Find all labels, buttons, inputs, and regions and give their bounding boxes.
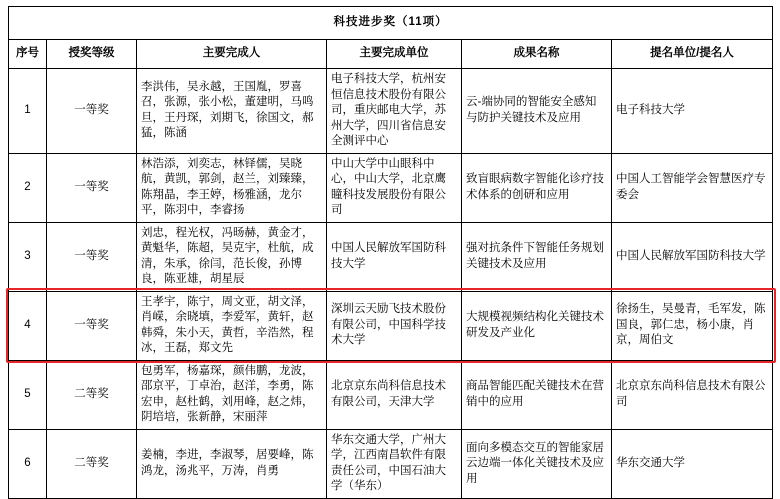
award-table bbox=[8, 6, 773, 499]
column-header-people: 主要完成人 bbox=[137, 40, 327, 69]
table-header-row bbox=[9, 40, 773, 69]
cell-result: 强对抗条件下智能任务规划关键技术及应用 bbox=[462, 222, 612, 291]
cell-people: 包勇军，杨嘉琛，颜伟鹏，龙波，邵京平，丁卓治，赵洋，李勇，陈宏申，赵杜鹤，刘用峰，赵之炜，阴培培，张新静，宋丽萍 bbox=[137, 360, 327, 429]
table-row bbox=[9, 222, 773, 291]
column-header-org: 主要完成单位 bbox=[327, 40, 462, 69]
cell-grade: 一等奖 bbox=[47, 69, 137, 154]
cell-nominator: 华东交通大学 bbox=[612, 429, 773, 498]
cell-grade: 二等奖 bbox=[47, 360, 137, 429]
table-head bbox=[9, 7, 773, 69]
cell-result: 云-端协同的智能安全感知与防护关键技术及应用 bbox=[462, 69, 612, 154]
cell-people: 王孝宇，陈宁，周文亚，胡文泽，肖嵘，余晓填，李爱军，黄轩，赵韩舜，朱小天，黄哲，辛浩然，程冰，王磊，郑文先 bbox=[137, 291, 327, 360]
column-header-result: 成果名称 bbox=[462, 40, 612, 69]
cell-nominator: 中国人民解放军国防科技大学 bbox=[612, 222, 773, 291]
cell-grade: 一等奖 bbox=[47, 153, 137, 222]
table-row-highlighted bbox=[9, 291, 773, 360]
cell-people: 刘忠，程光权，冯旸赫，黄金才，黄魁华，陈超，吴克宇，杜航，成清，朱承，徐闫，范长俊，孙博良，陈亚雄，胡星辰 bbox=[137, 222, 327, 291]
cell-nominator: 北京京东尚科信息技术有限公司 bbox=[612, 360, 773, 429]
cell-org: 华东交通大学，广州大学，江西南昌软件有限责任公司，中国石油大学（华东） bbox=[327, 429, 462, 498]
column-header-grade: 授奖等级 bbox=[47, 40, 137, 69]
cell-grade: 一等奖 bbox=[47, 222, 137, 291]
cell-index: 4 bbox=[9, 291, 47, 360]
table-row bbox=[9, 429, 773, 498]
cell-result: 致盲眼病数字智能化诊疗技术体系的创研和应用 bbox=[462, 153, 612, 222]
table-row bbox=[9, 69, 773, 154]
cell-result: 商品智能匹配关键技术在营销中的应用 bbox=[462, 360, 612, 429]
cell-result: 大规模视频结构化关键技术研发及产业化 bbox=[462, 291, 612, 360]
cell-nominator: 徐扬生，吴曼青，毛军发，陈国良，郭仁忠，杨小康，肖京，周伯文 bbox=[612, 291, 773, 360]
cell-people: 林浩添，刘奕志，林铎儒，吴晓航，黄凯，郭剑，赵兰，刘臻臻，陈翔晶，李王婷，杨雅涵，龙尔平，陈羽中，李睿扬 bbox=[137, 153, 327, 222]
cell-people: 姜楠，李进，李淑琴，居要峰，陈鸿龙，汤兆平，万涛，肖勇 bbox=[137, 429, 327, 498]
cell-nominator: 电子科技大学 bbox=[612, 69, 773, 154]
cell-org: 深圳云天励飞技术股份有限公司，中国科学技术大学 bbox=[327, 291, 462, 360]
cell-index: 5 bbox=[9, 360, 47, 429]
cell-grade: 二等奖 bbox=[47, 429, 137, 498]
cell-org: 北京京东尚科信息技术有限公司，天津大学 bbox=[327, 360, 462, 429]
cell-index: 6 bbox=[9, 429, 47, 498]
cell-org: 中山大学中山眼科中心，中山大学，北京鹰瞳科技发展股份有限公司 bbox=[327, 153, 462, 222]
cell-index: 3 bbox=[9, 222, 47, 291]
cell-org: 中国人民解放军国防科技大学 bbox=[327, 222, 462, 291]
column-header-nominator: 提名单位/提名人 bbox=[612, 40, 773, 69]
cell-result: 面向多模态交互的智能家居云边端一体化关键技术及应用 bbox=[462, 429, 612, 498]
cell-index: 1 bbox=[9, 69, 47, 154]
cell-grade: 一等奖 bbox=[47, 291, 137, 360]
table-row bbox=[9, 360, 773, 429]
table-row bbox=[9, 153, 773, 222]
table-title-row bbox=[9, 7, 773, 40]
cell-people: 李洪伟，吴永越，王国胤，罗喜召，张源，张小松，董建明，马鸣旦，王丹琛，刘期飞，徐国文，郝猛，陈涵 bbox=[137, 69, 327, 154]
cell-org: 电子科技大学，杭州安恒信息技术股份有限公司，重庆邮电大学，苏州大学，四川省信息安全测评中心 bbox=[327, 69, 462, 154]
column-header-index: 序号 bbox=[9, 40, 47, 69]
page-title: 科技进步奖（11项） bbox=[9, 7, 773, 40]
cell-index: 2 bbox=[9, 153, 47, 222]
cell-nominator: 中国人工智能学会智慧医疗专委会 bbox=[612, 153, 773, 222]
table-body bbox=[9, 69, 773, 499]
